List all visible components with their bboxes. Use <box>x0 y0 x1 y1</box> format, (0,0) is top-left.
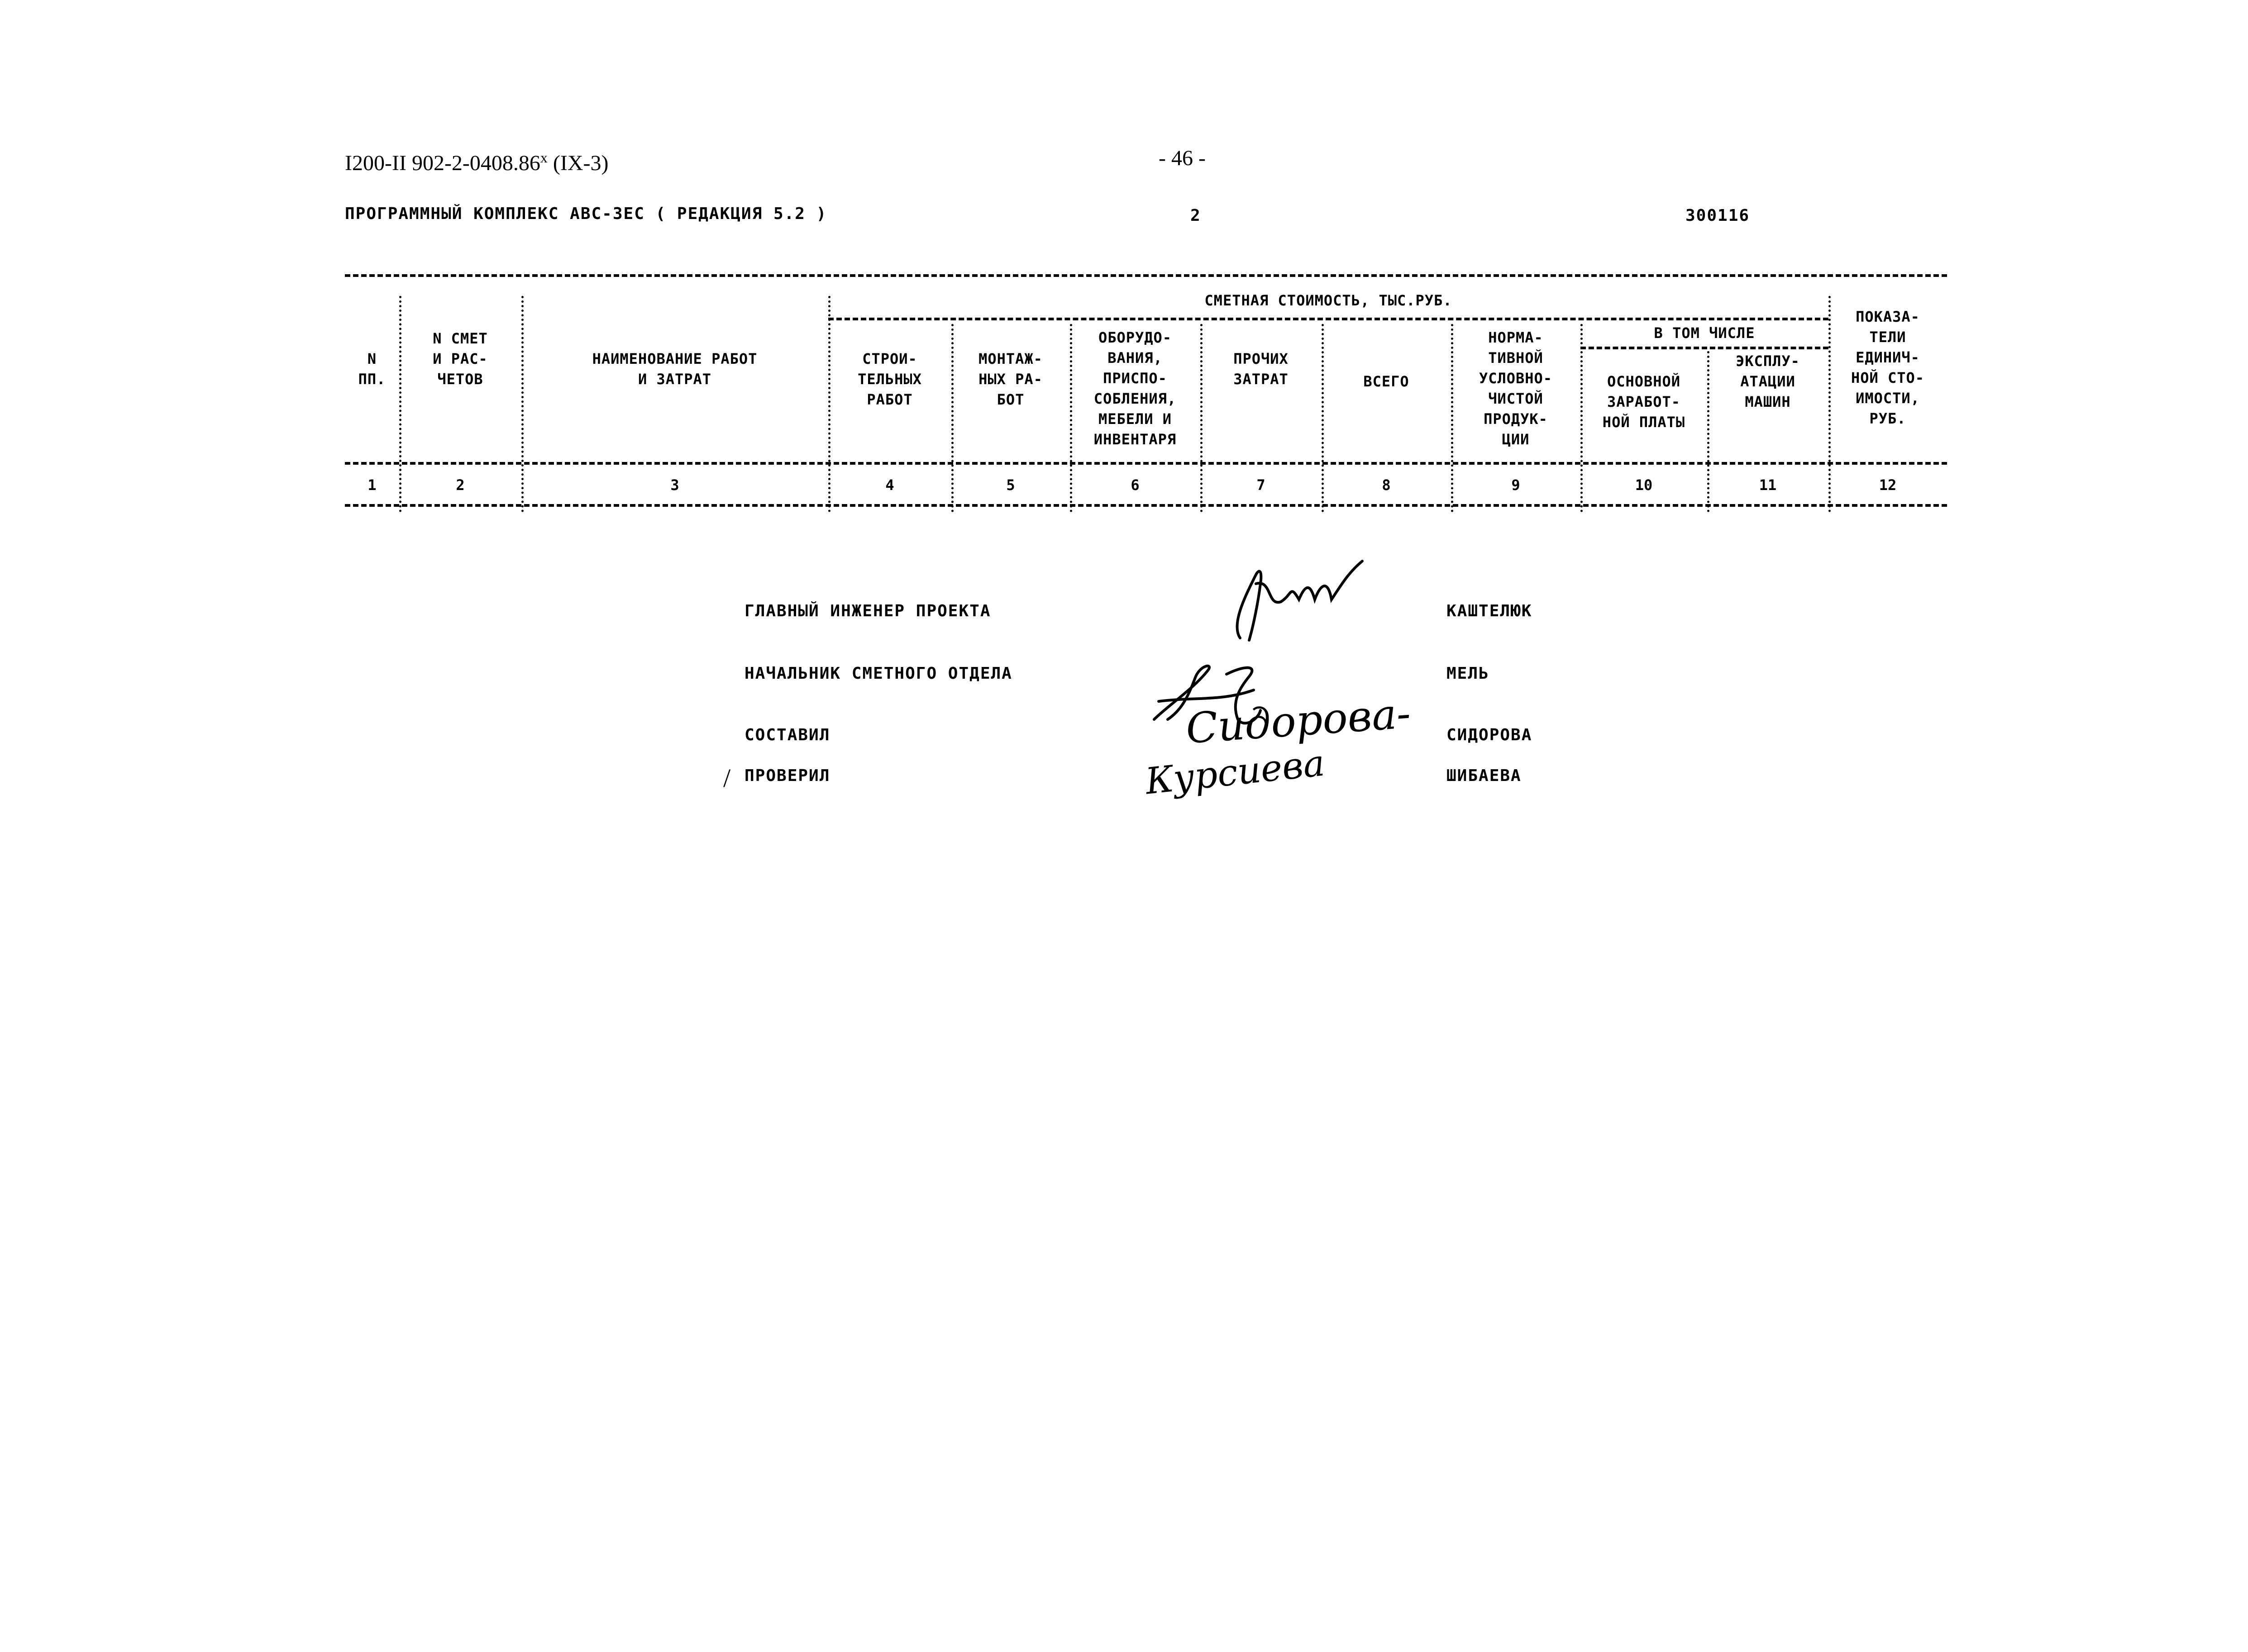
column-number: 5 <box>1006 476 1015 494</box>
column-number: 11 <box>1759 476 1777 494</box>
signature-name: МЕЛЬ <box>1446 664 1489 683</box>
document-code <box>345 149 609 176</box>
column-header: НОРМА- ТИВНОЙ УСЛОВНО- ЧИСТОЙ ПРОДУК- ЦИИ <box>1479 329 1553 448</box>
table-group-rule <box>828 318 1828 320</box>
column-header: ЭКСПЛУ- АТАЦИИ МАШИН <box>1736 352 1800 410</box>
signature-compiler: Сидорова- <box>1184 689 1413 753</box>
document-code-main: I200-II 902-2-0408.86 <box>345 151 540 175</box>
sheet-number: 2 <box>1190 206 1201 225</box>
signature-role: ГЛАВНЫЙ ИНЖЕНЕР ПРОЕКТА <box>745 602 991 620</box>
group-header-estimated-cost: СМЕТНАЯ СТОИМОСТЬ, ТЫС.РУБ. <box>1204 292 1452 309</box>
column-header: N ПП. <box>358 350 386 388</box>
program-line: ПРОГРАММНЫЙ КОМПЛЕКС АВС-ЗЕС ( РЕДАКЦИЯ 5.2 ) <box>345 205 827 223</box>
document-code-superscript: x <box>540 149 548 166</box>
checked-mark: / <box>723 763 732 793</box>
column-header: ПОКАЗА- ТЕЛИ ЕДИНИЧ- НОЙ СТО- ИМОСТИ, РУБ. <box>1851 308 1925 427</box>
column-number: 7 <box>1256 476 1265 494</box>
column-number: 9 <box>1511 476 1520 494</box>
column-number: 6 <box>1131 476 1140 494</box>
column-number: 2 <box>456 476 465 494</box>
signature-role: ПРОВЕРИЛ <box>745 766 830 785</box>
column-number: 10 <box>1635 476 1653 494</box>
table-numbers-bottom-rule <box>345 504 1947 507</box>
column-header: МОНТАЖ- НЫХ РА- БОТ <box>978 350 1043 408</box>
column-header: НАИМЕНОВАНИЕ РАБОТ И ЗАТРАТ <box>592 350 758 388</box>
signature-name: СИДОРОВА <box>1446 726 1532 744</box>
column-header: ВСЕГО <box>1363 373 1409 390</box>
document-code-tail: (IX-3) <box>547 151 609 175</box>
table-header-bottom-rule <box>345 462 1947 465</box>
code-number: 300116 <box>1685 206 1750 225</box>
column-header: N СМЕТ И РАС- ЧЕТОВ <box>433 330 488 388</box>
table-subgroup-rule <box>1580 347 1828 349</box>
column-number: 12 <box>1879 476 1897 494</box>
column-header: СТРОИ- ТЕЛЬНЫХ РАБОТ <box>858 350 922 408</box>
column-header: ПРОЧИХ ЗАТРАТ <box>1233 350 1289 388</box>
column-header: ОСНОВНОЙ ЗАРАБОТ- НОЙ ПЛАТЫ <box>1602 373 1685 431</box>
subgroup-header-including: В ТОМ ЧИСЛЕ <box>1654 324 1755 342</box>
signature-name: ШИБАЕВА <box>1446 766 1522 785</box>
column-number: 4 <box>885 476 894 494</box>
signature-role: НАЧАЛЬНИК СМЕТНОГО ОТДЕЛА <box>745 664 1012 683</box>
cost-estimate-table <box>345 274 1947 512</box>
signature-checker: Курсиева <box>1143 742 1327 803</box>
signature-chief-engineer <box>1213 557 1367 647</box>
table-top-rule <box>345 274 1947 277</box>
column-number: 8 <box>1382 476 1391 494</box>
column-header: ОБОРУДО- ВАНИЯ, ПРИСПО- СОБЛЕНИЯ, МЕБЕЛИ И ИНВЕНТАРЯ <box>1093 329 1177 448</box>
signature-role: СОСТАВИЛ <box>745 726 830 744</box>
column-number: 3 <box>670 476 679 494</box>
signature-name: КАШТЕЛЮК <box>1446 602 1532 620</box>
column-number: 1 <box>368 476 377 494</box>
page-number: - 46 - <box>1159 146 1206 170</box>
